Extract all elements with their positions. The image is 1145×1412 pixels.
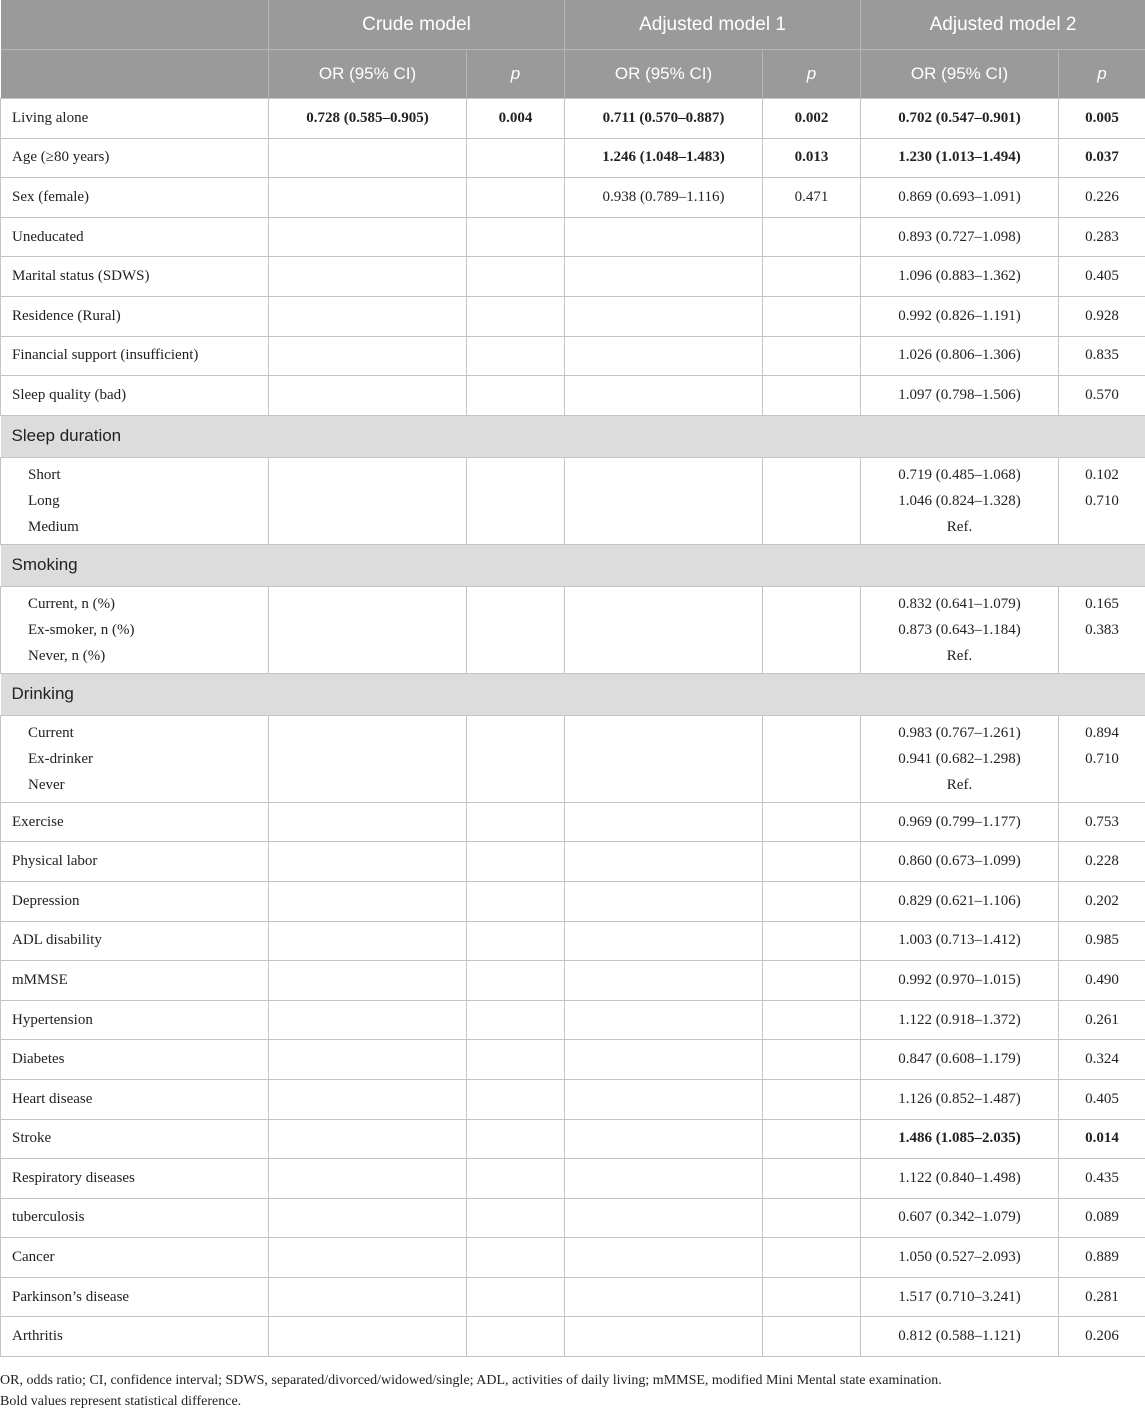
empty-cell [269,1317,467,1357]
sub-label: Medium [12,514,268,540]
empty-cell [269,296,467,336]
crude-or-cell [269,138,467,178]
empty-cell [565,921,763,961]
adj2-or-cell: 0.847 (0.608–1.179) [861,1040,1059,1080]
empty-cell [467,376,565,416]
empty-cell [269,336,467,376]
adj2-or-cell: 1.096 (0.883–1.362) [861,257,1059,297]
empty-cell [565,842,763,882]
empty-cell [763,1198,861,1238]
row-label: Cancer [1,1238,269,1278]
table-row [1,1159,1145,1199]
empty-cell [467,1119,565,1159]
adj2-p-cell: 0.281 [1059,1277,1145,1317]
table-row [1,1317,1145,1357]
row-label: mMMSE [1,961,269,1001]
adj2-or-cell: 1.050 (0.527–2.093) [861,1238,1059,1278]
crude-or-cell: 0.728 (0.585–0.905) [269,99,467,139]
empty-cell [467,336,565,376]
empty-cell [763,457,861,544]
empty-cell [763,1317,861,1357]
adj2-p-cell: 0.753 [1059,802,1145,842]
sub-label: Long [12,488,268,514]
adj2-p-cell: 0.037 [1059,138,1145,178]
empty-cell [565,1317,763,1357]
empty-cell [467,296,565,336]
row-label: Uneducated [1,217,269,257]
header-crude-model: Crude model [269,0,565,50]
table-row [1,586,1145,673]
empty-cell [763,961,861,1001]
empty-cell [467,1079,565,1119]
empty-cell [763,715,861,802]
sub-value: 0.873 (0.643–1.184) [861,617,1058,643]
section-row-smoking [1,544,1145,586]
sub-value: 0.165 [1059,591,1145,617]
header-adjusted-model-1: Adjusted model 1 [565,0,861,50]
adj1-p-cell: 0.471 [763,178,861,218]
empty-cell [467,1238,565,1278]
empty-cell [763,1000,861,1040]
empty-cell [565,217,763,257]
row-label: Parkinson’s disease [1,1277,269,1317]
table-row [1,1079,1145,1119]
empty-cell [763,802,861,842]
section-title: Sleep duration [1,415,1145,457]
empty-cell [467,961,565,1001]
row-label: Heart disease [1,1079,269,1119]
sub-label: Ex-smoker, n (%) [12,617,268,643]
sub-label: Current, n (%) [12,591,268,617]
adj2-or-cell: 0.893 (0.727–1.098) [861,217,1059,257]
empty-cell [763,842,861,882]
sub-label: Ex-drinker [12,746,268,772]
adj2-or-cell: 0.869 (0.693–1.091) [861,178,1059,218]
table-row [1,1277,1145,1317]
sub-value: Ref. [861,643,1058,669]
table-row [1,296,1145,336]
sub-value: 0.710 [1059,488,1145,514]
empty-cell [467,217,565,257]
empty-cell [269,961,467,1001]
empty-cell [763,1238,861,1278]
empty-cell [269,842,467,882]
row-label: Depression [1,881,269,921]
empty-cell [763,921,861,961]
table-row [1,715,1145,802]
table-row [1,217,1145,257]
adj2-or-cell: 1.126 (0.852–1.487) [861,1079,1059,1119]
empty-cell [565,1159,763,1199]
adj2-p-cell: 0.283 [1059,217,1145,257]
adj2-or-cell [861,715,1059,802]
empty-cell [763,217,861,257]
empty-cell [565,1277,763,1317]
sub-label: Current [12,720,268,746]
adj2-or-cell: 1.517 (0.710–3.241) [861,1277,1059,1317]
table-row [1,1119,1145,1159]
empty-cell [763,1277,861,1317]
sub-value: 1.046 (0.824–1.328) [861,488,1058,514]
sub-value: 0.832 (0.641–1.079) [861,591,1058,617]
empty-cell [763,1079,861,1119]
section-title: Drinking [1,673,1145,715]
empty-cell [763,1119,861,1159]
adj2-p-cell: 0.835 [1059,336,1145,376]
row-label: Age (≥80 years) [1,138,269,178]
row-label-group [1,457,269,544]
sub-value [1059,772,1145,798]
sub-value: 0.719 (0.485–1.068) [861,462,1058,488]
adj2-p-cell: 0.014 [1059,1119,1145,1159]
adj2-or-cell: 0.992 (0.826–1.191) [861,296,1059,336]
adj1-p-cell: 0.002 [763,99,861,139]
adj2-p-cell [1059,715,1145,802]
sub-value [1059,643,1145,669]
header-or-ci: OR (95% CI) [861,50,1059,99]
adj2-or-cell: 0.607 (0.342–1.079) [861,1198,1059,1238]
table-row [1,376,1145,416]
adj2-or-cell: 1.003 (0.713–1.412) [861,921,1059,961]
empty-cell [565,802,763,842]
empty-cell [565,336,763,376]
empty-cell [467,1000,565,1040]
footnote-abbreviations: OR, odds ratio; CI, confidence interval; SDWS, separated/divorced/widowed/single; ADL, activities of daily living; mMMSE, modified Mini Mental state examination. [0,1370,1145,1391]
row-label: Arthritis [1,1317,269,1357]
adj2-or-cell: 0.812 (0.588–1.121) [861,1317,1059,1357]
empty-cell [467,842,565,882]
section-row-sleep-duration [1,415,1145,457]
adj2-or-cell: 0.860 (0.673–1.099) [861,842,1059,882]
table-row [1,1040,1145,1080]
row-label: Residence (Rural) [1,296,269,336]
header-row-models [1,0,1145,50]
adj2-p-cell: 0.089 [1059,1198,1145,1238]
table-row [1,1000,1145,1040]
empty-cell [269,1198,467,1238]
adj2-p-cell [1059,457,1145,544]
empty-cell [565,586,763,673]
crude-or-cell [269,178,467,218]
empty-cell [565,1040,763,1080]
adj2-or-cell: 0.829 (0.621–1.106) [861,881,1059,921]
row-label: Diabetes [1,1040,269,1080]
empty-cell [565,296,763,336]
empty-cell [269,1277,467,1317]
adj2-p-cell: 0.889 [1059,1238,1145,1278]
empty-cell [565,1198,763,1238]
sub-value [1059,514,1145,540]
adj2-p-cell: 0.005 [1059,99,1145,139]
empty-cell [565,1238,763,1278]
adj2-p-cell: 0.261 [1059,1000,1145,1040]
table-body-lower [1,802,1145,1356]
table-row [1,1198,1145,1238]
empty-cell [763,586,861,673]
adj1-or-cell: 0.711 (0.570–0.887) [565,99,763,139]
sub-value: 0.894 [1059,720,1145,746]
sub-value: 0.941 (0.682–1.298) [861,746,1058,772]
adj2-or-cell: 1.486 (1.085–2.035) [861,1119,1059,1159]
empty-cell [269,257,467,297]
adj2-or-cell: 0.969 (0.799–1.177) [861,802,1059,842]
adj2-or-cell [861,457,1059,544]
adj2-p-cell: 0.226 [1059,178,1145,218]
empty-cell [763,881,861,921]
sub-value: Ref. [861,514,1058,540]
adj2-p-cell: 0.324 [1059,1040,1145,1080]
empty-cell [565,257,763,297]
empty-cell [467,1277,565,1317]
header-p: p [467,50,565,99]
adj2-or-cell: 0.992 (0.970–1.015) [861,961,1059,1001]
empty-cell [269,376,467,416]
empty-cell [565,881,763,921]
empty-cell [269,802,467,842]
adj2-p-cell: 0.202 [1059,881,1145,921]
empty-cell [269,1238,467,1278]
empty-cell [269,921,467,961]
table-row [1,921,1145,961]
section-title: Smoking [1,544,1145,586]
header-p: p [1059,50,1145,99]
empty-cell [467,457,565,544]
table-row [1,802,1145,842]
adj1-p-cell: 0.013 [763,138,861,178]
row-label: Physical labor [1,842,269,882]
header-row-stats [1,50,1145,99]
table-row [1,961,1145,1001]
table-row [1,178,1145,218]
adj2-p-cell: 0.570 [1059,376,1145,416]
row-label: Exercise [1,802,269,842]
header-or-ci: OR (95% CI) [269,50,467,99]
adj2-p-cell: 0.985 [1059,921,1145,961]
empty-cell [565,376,763,416]
header-blank [1,0,269,50]
empty-cell [269,1119,467,1159]
sub-label: Never [12,772,268,798]
empty-cell [467,1317,565,1357]
adj2-p-cell: 0.405 [1059,1079,1145,1119]
sub-value: 0.383 [1059,617,1145,643]
table-row [1,257,1145,297]
adj2-p-cell: 0.206 [1059,1317,1145,1357]
empty-cell [763,376,861,416]
table-row [1,99,1145,139]
empty-cell [467,881,565,921]
row-label: Financial support (insufficient) [1,336,269,376]
empty-cell [565,715,763,802]
adj1-or-cell: 1.246 (1.048–1.483) [565,138,763,178]
row-label-group [1,715,269,802]
sub-value: 0.710 [1059,746,1145,772]
sub-value: Ref. [861,772,1058,798]
table-row [1,138,1145,178]
section-row-drinking [1,673,1145,715]
row-label: Respiratory diseases [1,1159,269,1199]
adj2-p-cell: 0.228 [1059,842,1145,882]
row-label: Stroke [1,1119,269,1159]
adj2-p-cell: 0.490 [1059,961,1145,1001]
footnote-bold-note: Bold values represent statistical difference. [0,1391,1145,1412]
table-footnote [0,1370,1145,1412]
header-adjusted-model-2: Adjusted model 2 [861,0,1145,50]
row-label: Living alone [1,99,269,139]
empty-cell [763,336,861,376]
adj1-or-cell: 0.938 (0.789–1.116) [565,178,763,218]
adj2-or-cell: 1.122 (0.840–1.498) [861,1159,1059,1199]
empty-cell [467,715,565,802]
sub-value: 0.102 [1059,462,1145,488]
empty-cell [565,1119,763,1159]
empty-cell [565,457,763,544]
empty-cell [269,457,467,544]
empty-cell [269,586,467,673]
empty-cell [763,257,861,297]
adj2-p-cell: 0.435 [1059,1159,1145,1199]
sub-value: 0.983 (0.767–1.261) [861,720,1058,746]
empty-cell [269,715,467,802]
adj2-p-cell: 0.928 [1059,296,1145,336]
header-p: p [763,50,861,99]
crude-p-cell [467,138,565,178]
crude-p-cell: 0.004 [467,99,565,139]
adj2-or-cell: 1.230 (1.013–1.494) [861,138,1059,178]
row-label-group [1,586,269,673]
empty-cell [763,1159,861,1199]
adj2-or-cell: 1.122 (0.918–1.372) [861,1000,1059,1040]
empty-cell [763,1040,861,1080]
adj2-or-cell [861,586,1059,673]
header-or-ci: OR (95% CI) [565,50,763,99]
empty-cell [467,1040,565,1080]
empty-cell [467,586,565,673]
row-label: ADL disability [1,921,269,961]
table-row [1,881,1145,921]
sub-label: Short [12,462,268,488]
adj2-p-cell: 0.405 [1059,257,1145,297]
row-label: tuberculosis [1,1198,269,1238]
header-blank [1,50,269,99]
empty-cell [467,1159,565,1199]
table-row [1,842,1145,882]
table-row [1,457,1145,544]
empty-cell [565,1000,763,1040]
adj2-p-cell [1059,586,1145,673]
row-label: Sex (female) [1,178,269,218]
row-label: Sleep quality (bad) [1,376,269,416]
empty-cell [269,1079,467,1119]
empty-cell [467,1198,565,1238]
empty-cell [565,1079,763,1119]
empty-cell [565,961,763,1001]
adj2-or-cell: 1.097 (0.798–1.506) [861,376,1059,416]
adj2-or-cell: 1.026 (0.806–1.306) [861,336,1059,376]
empty-cell [467,802,565,842]
crude-p-cell [467,178,565,218]
empty-cell [269,1000,467,1040]
row-label: Marital status (SDWS) [1,257,269,297]
empty-cell [467,257,565,297]
empty-cell [467,921,565,961]
table-row [1,336,1145,376]
sub-label: Never, n (%) [12,643,268,669]
empty-cell [269,1159,467,1199]
row-label: Hypertension [1,1000,269,1040]
empty-cell [269,217,467,257]
adj2-or-cell: 0.702 (0.547–0.901) [861,99,1059,139]
empty-cell [763,296,861,336]
table-row [1,1238,1145,1278]
empty-cell [269,881,467,921]
empty-cell [269,1040,467,1080]
